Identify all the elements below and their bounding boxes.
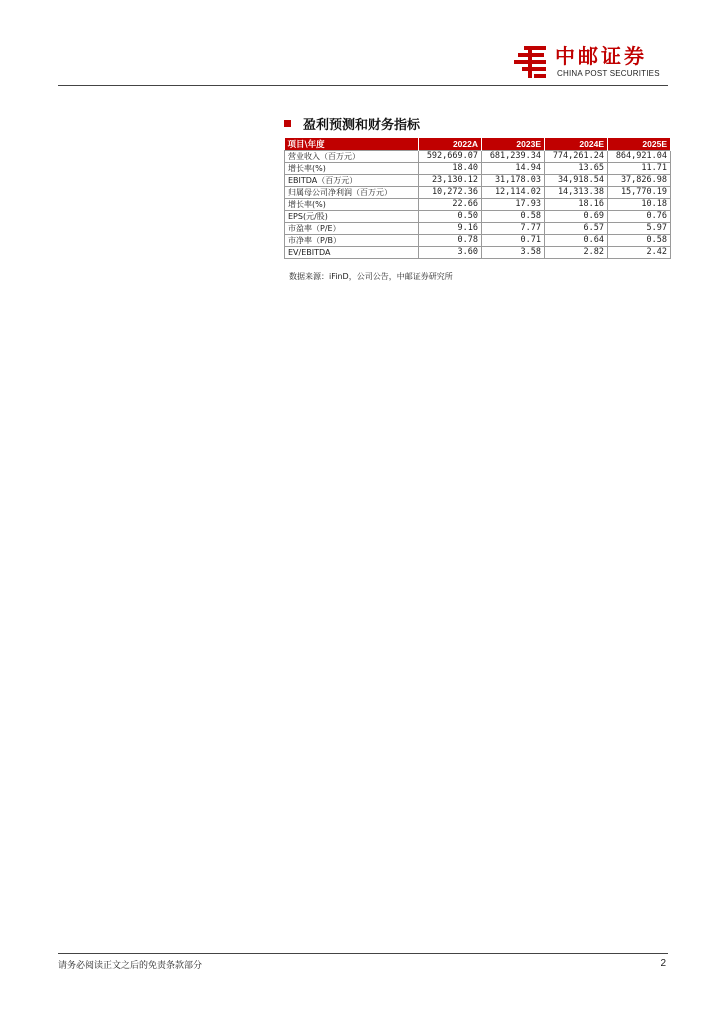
table-cell: 774,261.24 [545, 151, 608, 163]
table-header-row [285, 138, 671, 151]
table-header-cell: 2023E [482, 138, 545, 151]
table-cell: 0.64 [545, 235, 608, 247]
footer-divider [58, 953, 668, 954]
table-cell: 3.60 [419, 247, 482, 259]
row-label: EV/EBITDA [285, 247, 419, 259]
page-number: 2 [660, 958, 666, 969]
row-label: 增长率(%) [285, 163, 419, 175]
table-cell: 5.97 [608, 223, 671, 235]
company-logo [514, 44, 669, 80]
row-label: 市净率（P/B） [285, 235, 419, 247]
table-cell: 14.94 [482, 163, 545, 175]
row-label: 增长率(%) [285, 199, 419, 211]
table-cell: 23,130.12 [419, 175, 482, 187]
table-cell: 0.50 [419, 211, 482, 223]
table-cell: 22.66 [419, 199, 482, 211]
row-label: EPS(元/股) [285, 211, 419, 223]
table-row [285, 223, 671, 235]
table-row [285, 175, 671, 187]
table-cell: 7.77 [482, 223, 545, 235]
table-row [285, 247, 671, 259]
table-cell: 37,826.98 [608, 175, 671, 187]
table-cell: 592,669.07 [419, 151, 482, 163]
header-divider [58, 85, 668, 86]
table-cell: 31,178.03 [482, 175, 545, 187]
table-cell: 15,770.19 [608, 187, 671, 199]
table-cell: 11.71 [608, 163, 671, 175]
table-cell: 0.71 [482, 235, 545, 247]
table-header-cell: 项目\年度 [285, 138, 419, 151]
table-cell: 0.69 [545, 211, 608, 223]
china-post-logo-icon [514, 44, 550, 80]
disclaimer-note: 请务必阅读正文之后的免责条款部分 [58, 961, 203, 971]
table-header-cell: 2022A [419, 138, 482, 151]
row-label: 营业收入（百万元） [285, 151, 419, 163]
table-cell: 2.42 [608, 247, 671, 259]
table-cell: 12,114.02 [482, 187, 545, 199]
logo-english-name: CHINA POST SECURITIES [557, 69, 660, 78]
table-cell: 681,239.34 [482, 151, 545, 163]
table-cell: 6.57 [545, 223, 608, 235]
financial-forecast-table [284, 138, 671, 259]
table-cell: 2.82 [545, 247, 608, 259]
table-cell: 17.93 [482, 199, 545, 211]
table-row [285, 199, 671, 211]
section-title [284, 117, 420, 135]
table-cell: 14,313.38 [545, 187, 608, 199]
square-bullet-icon [284, 120, 291, 127]
table-cell: 0.58 [608, 235, 671, 247]
logo-chinese-name: 中邮证券 [555, 44, 647, 68]
table-cell: 864,921.04 [608, 151, 671, 163]
section-title-text: 盈利预测和财务指标 [303, 118, 421, 133]
table-row [285, 211, 671, 223]
table-cell: 34,918.54 [545, 175, 608, 187]
table-header-cell: 2025E [608, 138, 671, 151]
row-label: EBITDA（百万元） [285, 175, 419, 187]
table-row [285, 235, 671, 247]
table-cell: 9.16 [419, 223, 482, 235]
table-header-cell: 2024E [545, 138, 608, 151]
table-cell: 10.18 [608, 199, 671, 211]
table-cell: 10,272.36 [419, 187, 482, 199]
table-cell: 0.58 [482, 211, 545, 223]
table-row [285, 163, 671, 175]
table-cell: 0.78 [419, 235, 482, 247]
table-cell: 18.16 [545, 199, 608, 211]
row-label: 归属母公司净利润（百万元） [285, 187, 419, 199]
table-row [285, 187, 671, 199]
data-source-note: 数据来源：iFinD，公司公告，中邮证券研究所 [289, 272, 453, 281]
table-cell: 18.40 [419, 163, 482, 175]
table-cell: 0.76 [608, 211, 671, 223]
table-row [285, 151, 671, 163]
table-cell: 3.58 [482, 247, 545, 259]
table-cell: 13.65 [545, 163, 608, 175]
row-label: 市盈率（P/E） [285, 223, 419, 235]
